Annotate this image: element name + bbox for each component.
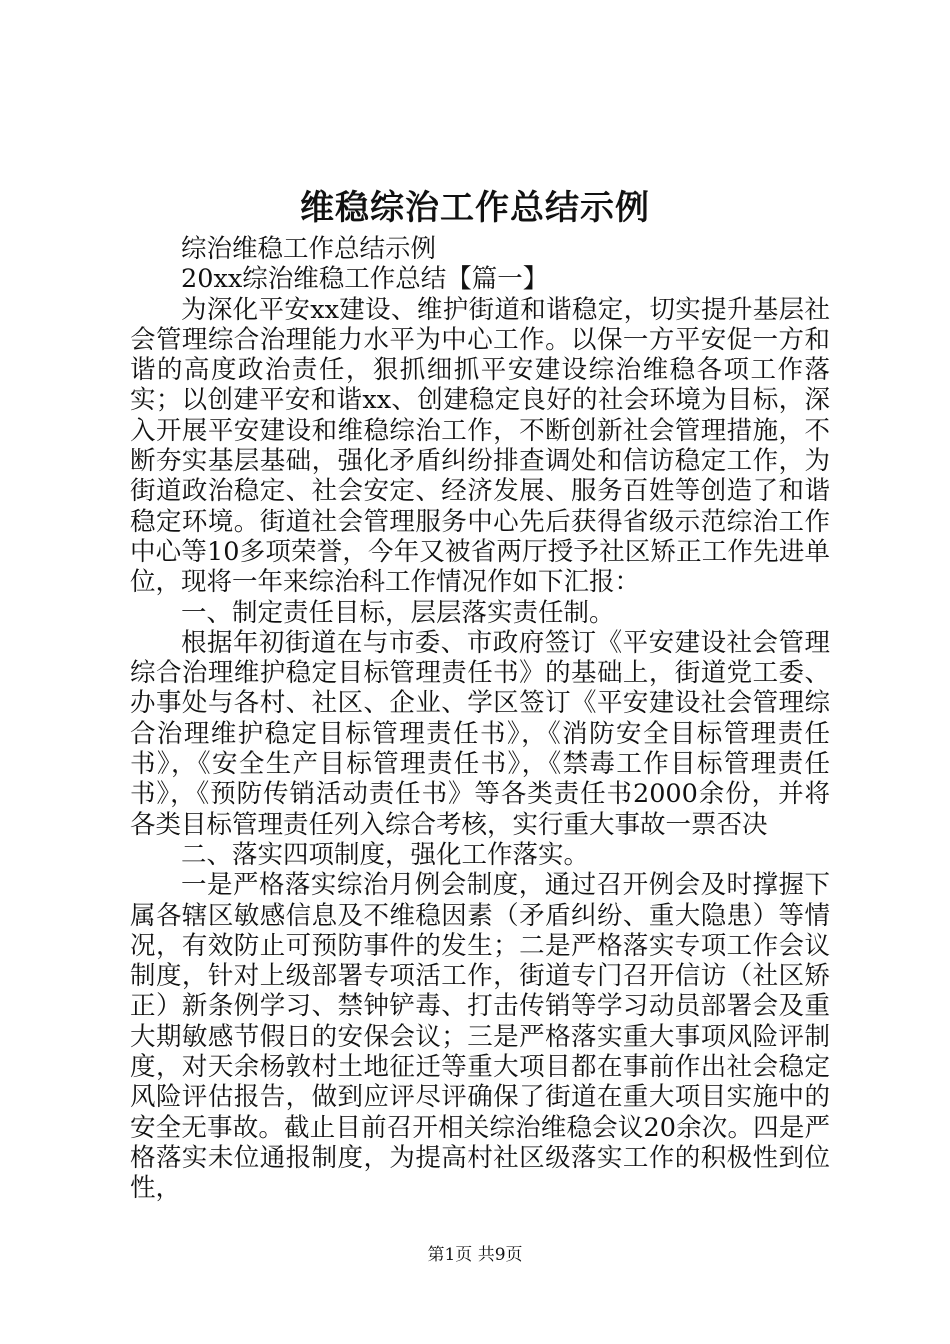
paragraph-section-heading: 20xx综治维稳工作总结【篇一】 — [181, 264, 549, 295]
document-body — [130, 234, 830, 1204]
paragraph-four-systems: 一是严格落实综治月例会制度，通过召开例会及时撑握下属各辖区敏感信息及不维稳因素（矛盾纠纷、重大隐患）等情况，有效防止可预防事件的发生；二是严格落实专项工作会议制度，针对上级部署专项活工作，街道专门召开信访（社区矫正）新条例学习、禁钟铲毒、打击传销等学习动员部署会及重大期敏感节假日的安保会议；三是严格落实重大事项风险评制度，对天余杨敦村土地征迁等重大项目都在事前作出社会稳定风险评估报告，做到应评尽评确保了街道在重大项目实施中的安全无事故。截止目前召开相关综治维稳会议20余次。四是严格落实未位通报制度，为提高村社区级落实工作的积极性到位性， — [130, 870, 830, 1204]
paragraph-intro: 为深化平安xx建设、维护街道和谐稳定，切实提升基层社会管理综合治理能力水平为中心工作。以保一方平安促一方和谐的高度政治责任，狠抓细抓平安建设综治维稳各项工作落实；以创建平安和谐xx、创建稳定良好的社会环境为目标，深入开展平安建设和维稳综治工作，不断创新社会管理措施，不断夯实基层基础，强化矛盾纠纷排查调处和信访稳定工作，为街道政治稳定、社会安定、经济发展、服务百姓等创造了和谐稳定环境。街道社会管理服务中心先后获得省级示范综治工作中心等10多项荣誉，今年又被省两厅授予社区矫正工作先进单位，现将一年来综治科工作情况作如下汇报： — [130, 294, 830, 598]
paragraph-subtitle: 综治维稳工作总结示例 — [181, 234, 437, 264]
paragraph-heading-one: 一、制定责任目标，层层落实责任制。 — [181, 597, 615, 628]
document-title: 维稳综治工作总结示例 — [300, 188, 650, 228]
page-footer: 第1页 共9页 — [427, 1245, 523, 1265]
paragraph-responsibility: 根据年初街道在与市委、市政府签订《平安建设社会管理综合治理维护稳定目标管理责任书》的基础上，街道党工委、办事处与各村、社区、企业、学区签订《平安建设社会管理综合治理维护稳定目标管理责任书》，《消防安全目标管理责任书》，《安全生产目标管理责任书》，《禁毒工作目标管理责任书》，《预防传销活动责任书》等各类责任书2000余份，并将各类目标管理责任列入综合考核，实行重大事故一票否决 — [130, 627, 830, 840]
paragraph-heading-two: 二、落实四项制度，强化工作落实。 — [181, 839, 590, 870]
